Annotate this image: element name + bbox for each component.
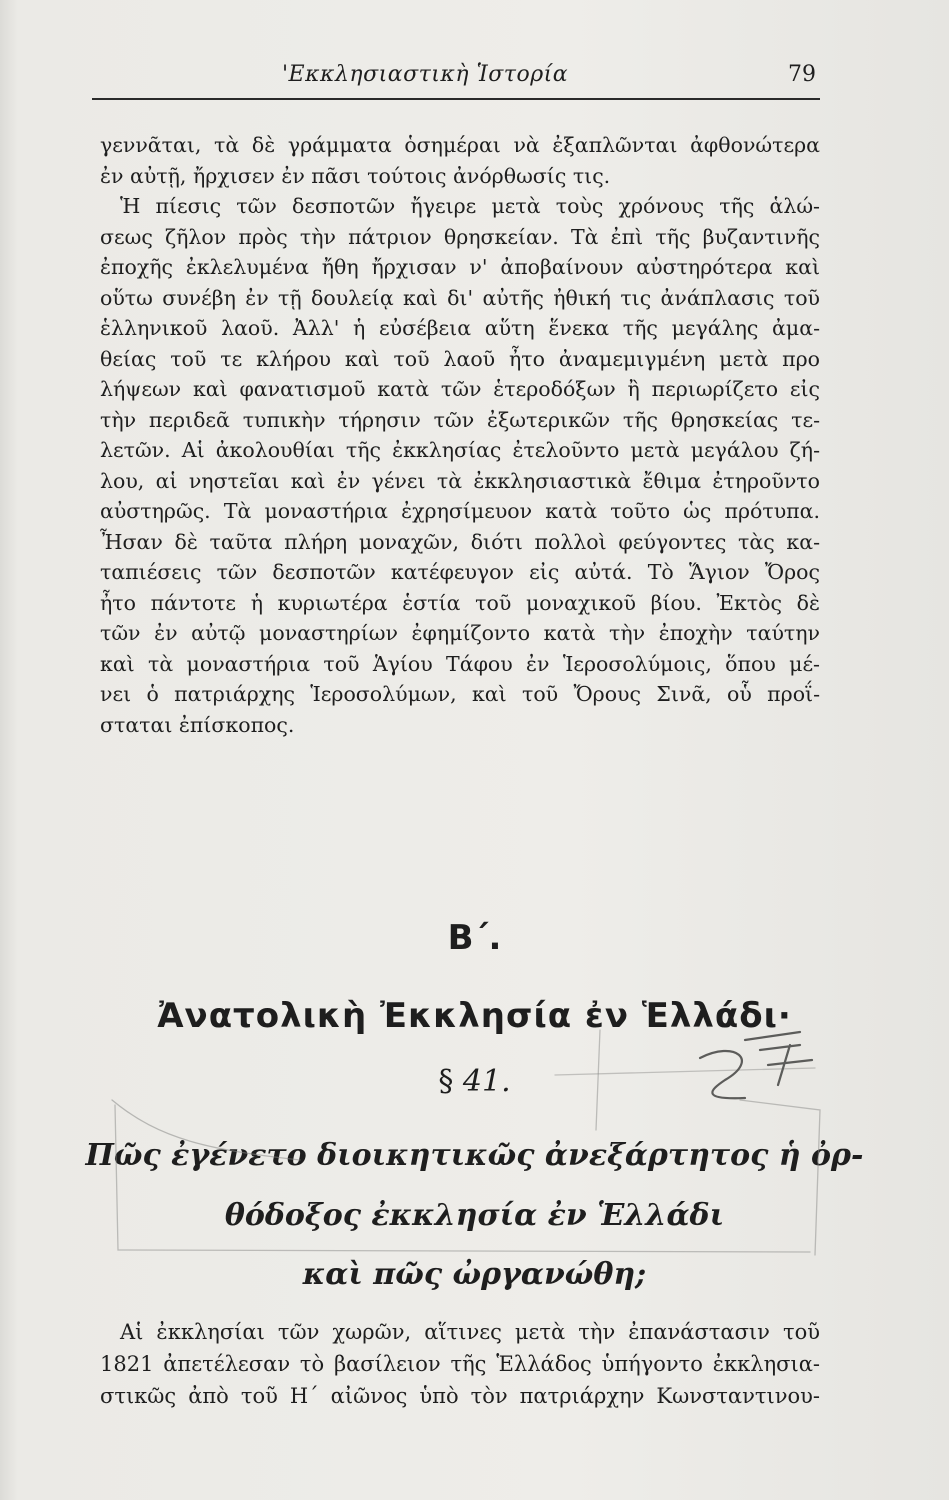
text-line: 1821 ἀπετέλεσαν τὸ βασίλειον τῆς Ἑλλάδος ὑπήγοντο ἐκκλησια- bbox=[100, 1352, 820, 1376]
section-letter: Β΄. bbox=[447, 918, 502, 958]
running-header bbox=[92, 58, 820, 100]
text-line: τὴν περιδεᾶ τυπικὴν τήρησιν τῶν ἐξωτερικῶν τῆς θρησκείας τε- bbox=[100, 407, 820, 432]
section-symbol: § bbox=[438, 1064, 454, 1099]
final-paragraph bbox=[100, 1316, 820, 1412]
page-number: 79 bbox=[788, 62, 816, 87]
text-line: Ἡ πίεσις τῶν δεσποτῶν ἤγειρε μετὰ τοὺς χρόνους τῆς ἁλώ- bbox=[120, 194, 820, 218]
text-line: θείας τοῦ τε κλήρου καὶ τοῦ λαοῦ ἦτο ἀναμεμιγμένη μετὰ προ bbox=[100, 346, 820, 371]
question-title-line: Πῶς ἐγένετο διοικητικῶς ἀνεξάρτητος ἡ ὀρ- bbox=[85, 1138, 864, 1173]
text-line: στικῶς ἀπὸ τοῦ Η΄ αἰῶνος ὑπὸ τὸν πατριάρχην Κωνσταντινου- bbox=[100, 1384, 820, 1408]
text-line: λήψεων καὶ φανατισμοῦ κατὰ τῶν ἑτεροδόξων ἢ περιωρίζετο εἰς bbox=[100, 377, 820, 401]
text-line: νει ὁ πατριάρχης Ἱεροσολύμων, καὶ τοῦ Ὄρους Σινᾶ, οὗ προΐ- bbox=[100, 682, 820, 706]
paragraph-mark bbox=[0, 1064, 949, 1099]
text-line: ἐν αὐτῇ, ἤρχισεν ἐν πᾶσι τούτοις ἀνόρθωσίς τις. bbox=[100, 163, 611, 188]
text-line: γεννᾶται, τὰ δὲ γράμματα ὁσημέραι νὰ ἐξαπλῶνται ἀφθονώτερα bbox=[100, 133, 820, 157]
question-title-line: καὶ πῶς ὠργανώθη; bbox=[302, 1257, 647, 1292]
text-line: λου, αἱ νηστεῖαι καὶ ἐν γένει τὰ ἐκκλησιαστικὰ ἔθιμα ἐτηροῦντο bbox=[100, 468, 820, 493]
text-line: καὶ τὰ μοναστήρια τοῦ Ἁγίου Τάφου ἐν Ἱεροσολύμοις, ὅπου μέ- bbox=[100, 651, 820, 676]
text-line: αὐστηρῶς. Τὰ μοναστήρια ἐχρησίμευον κατὰ τοῦτο ὡς πρότυπα. bbox=[100, 499, 820, 523]
text-line: λετῶν. Αἱ ἀκολουθίαι τῆς ἐκκλησίας ἐτελοῦντο μετὰ μεγάλου ζή- bbox=[100, 438, 820, 462]
text-line: σεως ζῆλον πρὸς τὴν πάτριον θρησκείαν. Τὰ ἐπὶ τῆς βυζαντινῆς bbox=[100, 224, 820, 249]
text-line: ταπιέσεις τῶν δεσποτῶν κατέφευγον εἰς αὐτά. Τὸ Ἅγιον Ὄρος bbox=[100, 560, 820, 584]
text-line: ἐποχῆς ἐκλελυμένα ἤθη ἤρχισαν ν' ἀποβαίνουν αὐστηρότερα καὶ bbox=[100, 255, 820, 279]
text-line: Ἦσαν δὲ ταῦτα πλήρη μοναχῶν, διότι πολλοὶ φεύγοντες τὰς κα- bbox=[100, 529, 820, 554]
text-line: Αἱ ἐκκλησίαι τῶν χωρῶν, αἵτινες μετὰ τὴν ἐπανάστασιν τοῦ bbox=[120, 1320, 820, 1344]
body-text bbox=[100, 130, 820, 740]
paragraph-number: 41. bbox=[462, 1064, 511, 1099]
text-line: σταται ἐπίσκοπος. bbox=[100, 712, 295, 737]
text-line: ἑλληνικοῦ λαοῦ. Ἀλλ' ἡ εὐσέβεια αὕτη ἕνεκα τῆς μεγάλης ἀμα- bbox=[100, 316, 820, 340]
text-line: ἦτο πάντοτε ἡ κυριωτέρα ἑστία τοῦ μοναχικοῦ βίου. Ἐκτὸς δὲ bbox=[100, 590, 820, 615]
text-line: οὕτω συνέβη ἐν τῇ δουλείᾳ καὶ δι' αὐτῆς ἠθική τις ἀνάπλασις τοῦ bbox=[100, 285, 820, 310]
chapter-title: Ἀνατολικὴ Ἐκκλησία ἐν Ἑλλάδι· bbox=[157, 996, 792, 1036]
text-line: τῶν ἐν αὐτῷ μοναστηρίων ἐφημίζοντο κατὰ τὴν ἐποχὴν ταύτην bbox=[100, 621, 820, 645]
question-title-line: θόδοξος ἐκκλησία ἐν Ἑλλάδι bbox=[224, 1198, 725, 1233]
running-title: 'Εκκλησιαστικὴ Ἱστορία bbox=[282, 62, 569, 87]
